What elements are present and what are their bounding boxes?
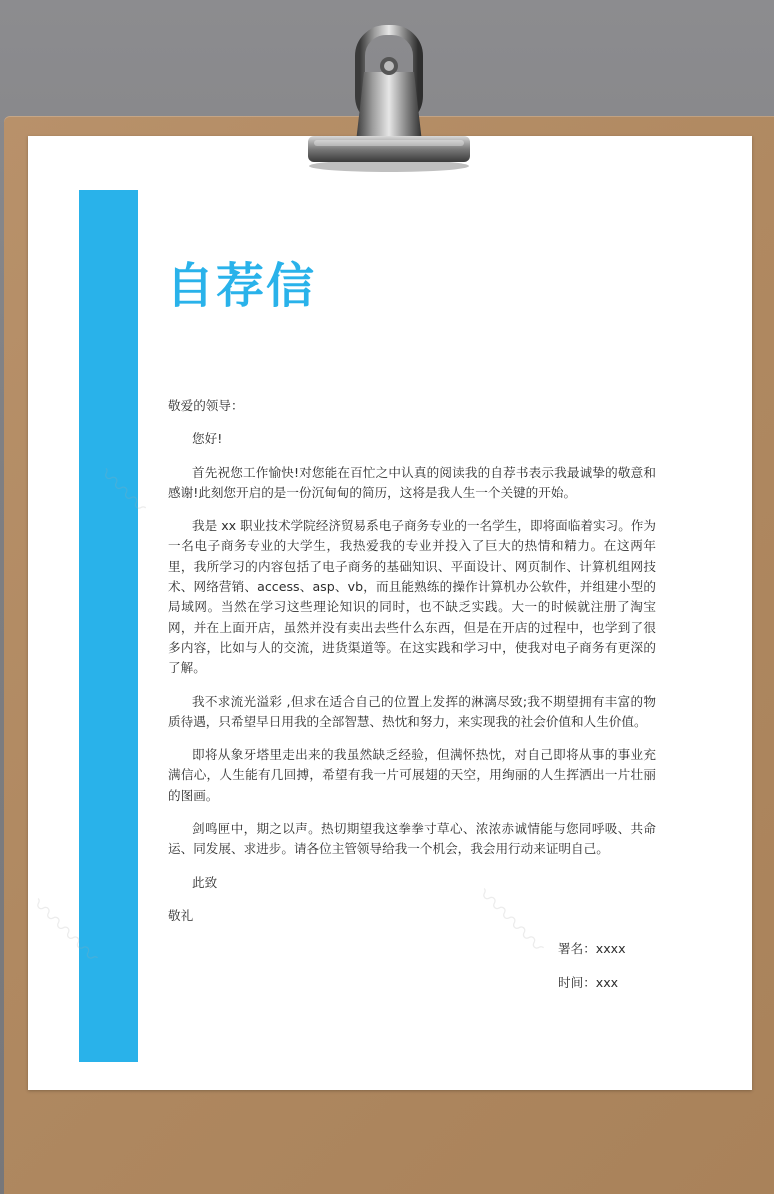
- letter-paragraph: 首先祝您工作愉快!对您能在百忙之中认真的阅读我的自荐书表示我最诚挚的敬意和感谢!此刻您开启的是一份沉甸甸的简历，这将是我人生一个关键的开始。: [168, 464, 656, 500]
- letter-salutation: 敬爱的领导：: [168, 398, 244, 413]
- accent-bar: [79, 190, 138, 1062]
- watermark-mark: 〰〰〰: [469, 879, 553, 963]
- letter-paragraph: 即将从象牙塔里走出来的我虽然缺乏经验，但满怀热忱，对自己即将从事的事业充满信心，人生能有几回搏，希望有我一片可展翅的天空，用绚丽的人生挥洒出一片壮丽的图画。: [168, 747, 656, 803]
- letter-closing: 此致: [192, 874, 218, 890]
- letter-body: [168, 396, 656, 1006]
- letter-date: 时间：xxx: [558, 974, 619, 990]
- watermark-mark: 〰〰〰: [23, 889, 107, 973]
- watermark-mark: 〰〰: [91, 459, 155, 523]
- letter-paragraph: 我是 xx 职业技术学院经济贸易系电子商务专业的一名学生，即将面临着实习。作为一名电子商务专业的大学生，我热爱我的专业并投入了巨大的热情和精力。在这两年里，我所学习的内容包括了电子商务的基础知识、平面设计、网页制作、计算机组网技术、网络营销、access、asp、vb，而且能熟练的操作计算机办公软件，并组建小型的局域网。当然在学习这些理论知识的同时，也不缺乏实践。大一的时候就注册了淘宝网，并在上面开店，虽然并没有卖出去些什么东西，但是在开店的过程中，也学到了很多内容，比如与人的交流，进货渠道等。在这实践和学习中，使我对电子商务有更深的了解。: [168, 518, 656, 676]
- letter-regards: 敬礼: [168, 907, 194, 923]
- letter-paragraph: 剑鸣匣中，期之以声。热切期望我这拳拳寸草心、浓浓赤诚情能与您同呼吸、共命运、同发展、求进步。请各位主管领导给我一个机会，我会用行动来证明自己。: [168, 821, 656, 857]
- letter-paragraph: 我不求流光溢彩 ,但求在适合自己的位置上发挥的淋漓尽致;我不期望拥有丰富的物质待遇，只希望早日用我的全部智慧、热忱和努力，来实现我的社会价值和人生价值。: [168, 693, 656, 729]
- page-title: 自荐信: [166, 258, 317, 314]
- binder-clip-icon: [304, 24, 474, 174]
- letter-greeting: 您好!: [192, 431, 223, 447]
- letter-signature: 署名：xxxx: [558, 941, 626, 957]
